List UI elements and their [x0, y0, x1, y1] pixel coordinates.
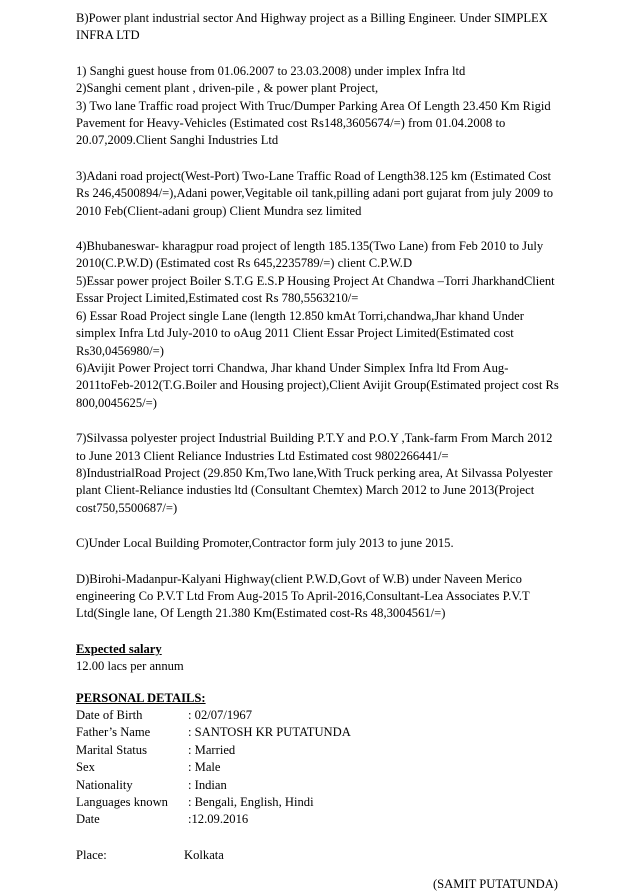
- detail-value: : Married: [188, 742, 236, 757]
- detail-row: [76, 707, 564, 724]
- project-item: 8)IndustrialRoad Project (29.850 Km,Two lane,With Truck perking area, At Silvassa Polyester plant Client-Reliance industies ltd (Consultant Chemtex) March 2012 to June 2013(Project cost750,5500687/=): [76, 465, 553, 515]
- section-b-projects-3: [76, 430, 564, 517]
- section-d: D)Birohi-Madanpur-Kalyani Highway(client P.W.D,Govt of W.B) under Naveen Merico engineering Co P.V.T Ltd From Aug-2015 To April-2016,Consultant-Lea Associates P.V.T Ltd(Single lane, Of Length 21.380 Km(Estimated cost-Rs 48,3004561/=): [76, 571, 530, 621]
- detail-label: Date of Birth: [76, 708, 143, 722]
- detail-label: Date: [76, 812, 100, 827]
- place-value: Kolkata: [184, 847, 224, 862]
- detail-value: : Male: [188, 760, 221, 775]
- project-item: 1) Sanghi guest house from 01.06.2007 to 23.03.2008) under implex Infra ltd: [76, 63, 466, 78]
- project-item: 3) Two lane Traffic road project With Truc/Dumper Parking Area Of Length 23.450 Km Rigid Pavement for Heavy-Vehicles (Estimated cost Rs148,3605674/=) from 01.04.2008 to 20.07,2009.Client Sanghi Industries Ltd: [76, 98, 551, 148]
- detail-row: [76, 794, 564, 811]
- signature-name: (SAMIT PUTATUNDA): [432, 877, 558, 892]
- detail-label: Father’s Name: [76, 725, 151, 740]
- detail-row: [76, 742, 564, 759]
- section-b-intro: B)Power plant industrial sector And Highway project as a Billing Engineer. Under SIMPLEX INFRA LTD: [76, 11, 548, 43]
- project-item: 6) Essar Road Project single Lane (length 12.850 kmAt Torri,chandwa,Jhar khand Under simplex Infra Ltd July-2010 to oAug 2011 Client Essar Project Limited(Estimated cost Rs30,0456980/=): [76, 308, 524, 358]
- detail-row: [76, 777, 564, 794]
- detail-label: Sex: [76, 760, 95, 775]
- detail-row: [76, 724, 564, 741]
- expected-salary-section: [76, 641, 564, 676]
- section-c: C)Under Local Building Promoter,Contractor form july 2013 to june 2015.: [76, 536, 454, 551]
- detail-label: Nationality: [76, 777, 133, 792]
- detail-row: [76, 811, 564, 828]
- personal-details-section: [76, 690, 564, 829]
- personal-details-heading: PERSONAL DETAILS:: [76, 690, 206, 705]
- project-item: 5)Essar power project Boiler S.T.G E.S.P Housing Project At Chandwa –Torri JharkhandClient Essar Project Limited,Estimated cost Rs 780,5563210/=: [76, 273, 555, 306]
- detail-value: :12.09.2016: [188, 812, 249, 827]
- detail-label: Marital Status: [76, 742, 148, 757]
- project-item: 4)Bhubaneswar- kharagpur road project of length 185.135(Two Lane) from Feb 2010 to July 2010(C.P.W.D) (Estimated cost Rs 645,2235789/=) client C.P.W.D: [76, 239, 544, 271]
- place-label: Place:: [76, 847, 107, 862]
- place-row: [76, 847, 564, 864]
- detail-value: : SANTOSH KR PUTATUNDA: [188, 725, 351, 740]
- expected-salary-heading: Expected salary: [76, 641, 162, 656]
- project-item: 6)Avijit Power Project torri Chandwa, Jhar khand Under Simplex Infra ltd From Aug-2011toFeb-2012(T.G.Boiler and Housing project),Client Avijit Group(Estimated project cost Rs 800,0045625/=): [76, 360, 559, 410]
- project-item: 3)Adani road project(West-Port) Two-Lane Traffic Road of Length38.125 km (Estimated Cost Rs 246,4500894/=),Adani power,Vegitable oil tank,pilling adani port gujarat from july 2009 to 2010 Feb(Client-adani group) Client Mundra sez limited: [76, 168, 554, 218]
- detail-value: : Indian: [188, 777, 227, 792]
- detail-value: : 02/07/1967: [188, 708, 253, 722]
- detail-value: : Bengali, English, Hindi: [188, 795, 314, 810]
- project-item: 7)Silvassa polyester project Industrial Building P.T.Y and P.O.Y ,Tank-farm From March 2012 to June 2013 Client Reliance Industries Ltd Estimated cost 9802266441/=: [76, 431, 553, 463]
- section-b-projects-2: [76, 238, 564, 412]
- detail-row: [76, 759, 564, 776]
- project-item: 2)Sanghi cement plant , driven-pile , & power plant Project,: [76, 81, 379, 96]
- detail-label: Languages known: [76, 795, 168, 810]
- expected-salary-value: 12.00 lacs per annum: [76, 659, 184, 674]
- section-b-projects: [76, 63, 564, 150]
